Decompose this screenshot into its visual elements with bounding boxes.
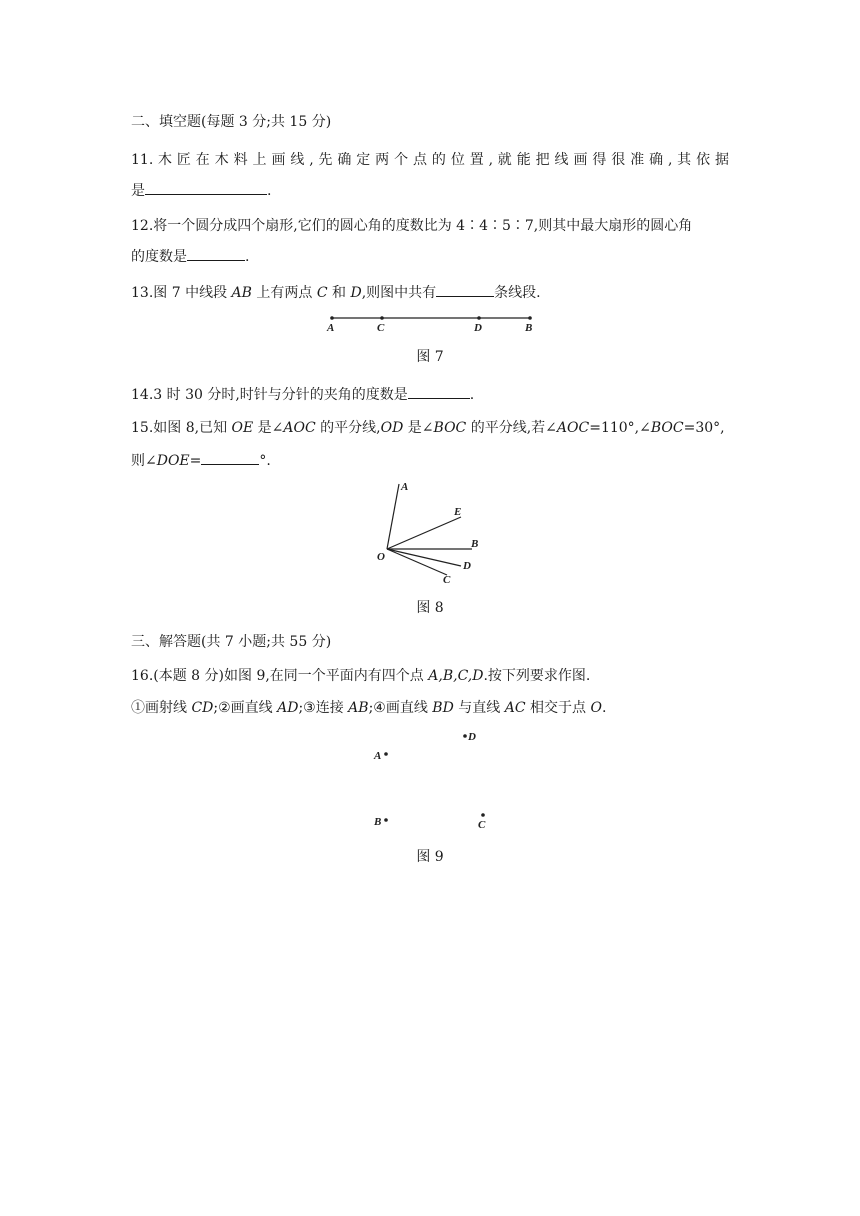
q13-segment-ab: AB [231, 285, 252, 301]
q16-bd: BD [432, 700, 454, 716]
section-title-fill-blank: 二、填空题(每题 3 分;共 15 分) [131, 114, 332, 130]
q16-s5: 与直线 [453, 700, 505, 716]
q15-boc: BOC [433, 420, 467, 436]
q15-boc2: BOC [650, 420, 684, 436]
fig8-label-e: E [454, 506, 462, 518]
q16-points: A,B,C,D [428, 668, 484, 684]
q14-suffix: . [469, 387, 475, 403]
q16-ac: AC [504, 700, 526, 716]
q15-t6: =110°,∠ [589, 420, 651, 436]
fig8-label-o: O [377, 551, 385, 563]
q15-t10: °. [259, 453, 271, 469]
fig9-label-c: C [478, 819, 486, 831]
point-d-dot [463, 734, 467, 738]
fig8-label-c: C [443, 574, 451, 586]
q15-t3: 的平分线, [315, 420, 381, 436]
q16-s3: ;③连接 [298, 700, 349, 716]
fig8-label-d: D [463, 560, 471, 572]
fig9-caption: 图 9 [416, 849, 444, 865]
fig8-label-b: B [471, 538, 479, 550]
q12-line1: 12.将一个圆分成四个扇形,它们的圆心角的度数比为 4∶4∶5∶7,则其中最大扇形的圆心角 [131, 218, 693, 234]
fig7-label-d: D [474, 322, 482, 334]
q16-s7: . [601, 700, 607, 716]
fig9-label-a: A [374, 750, 382, 762]
q13-point-c: C [316, 285, 328, 301]
fig8-label-a: A [401, 481, 409, 493]
q16-ad: AD [277, 700, 299, 716]
q15-od: OD [380, 420, 404, 436]
q15-t7: =30°, [683, 420, 725, 436]
fig7-caption: 图 7 [416, 349, 444, 365]
q13-mid3: ,则图中共有 [361, 285, 437, 301]
q13-suffix: 条线段. [494, 285, 541, 301]
section-title-answer: 三、解答题(共 7 小题;共 55 分) [131, 634, 332, 650]
q13-prefix: 13.图 7 中线段 [131, 285, 232, 301]
q15-t4: 是∠ [403, 420, 434, 436]
fig7-label-a: A [327, 322, 335, 334]
q15-aoc2: AOC [556, 420, 590, 436]
q12-suffix: . [245, 249, 250, 265]
q15-doe: DOE [156, 453, 190, 469]
q16-t2: .按下列要求作图. [483, 668, 591, 684]
q13-mid1: 上有两点 [251, 285, 317, 301]
q16-s2: ;②画直线 [213, 700, 278, 716]
point-b-dot [384, 818, 388, 822]
q16-ab: AB [348, 700, 369, 716]
q15-aoc: AOC [283, 420, 316, 436]
q15-t9: = [189, 453, 202, 469]
fig7-label-c: C [377, 322, 385, 334]
q15-t1: 15.如图 8,已知 [131, 420, 232, 436]
fig8-caption: 图 8 [416, 600, 444, 616]
q13-mid2: 和 [327, 285, 351, 301]
point-c-dot [481, 813, 485, 817]
q15-t5: 的平分线,若∠ [466, 420, 557, 436]
q15-oe: OE [231, 420, 254, 436]
q11-prefix: 是 [131, 183, 145, 199]
point-a-dot [384, 752, 388, 756]
q14-prefix: 14.3 时 30 分时,时针与分针的夹角的度数是 [131, 387, 408, 403]
q16-s6: 相交于点 [525, 700, 591, 716]
fig7-label-b: B [525, 322, 533, 334]
fig9-label-d: D [468, 731, 476, 743]
q13-point-d: D [350, 285, 362, 301]
q15-t2: 是∠ [253, 420, 284, 436]
q16-o: O [590, 700, 602, 716]
q15-t8: 则∠ [131, 453, 157, 469]
q16-cd: CD [191, 700, 214, 716]
q12-prefix: 的度数是 [131, 249, 187, 265]
q11-suffix: . [267, 183, 272, 199]
q16-s1: ①画射线 [131, 700, 192, 716]
fig9-label-b: B [374, 816, 382, 828]
q16-s4: ;④画直线 [368, 700, 433, 716]
q11-line1: 11. 木 匠 在 木 料 上 画 线 , 先 确 定 两 个 点 的 位 置 , 就 能 把 线 画 得 很 准 确 , 其 依 据 [131, 152, 729, 168]
q16-t1: 16.(本题 8 分)如图 9,在同一个平面内有四个点 [131, 668, 429, 684]
